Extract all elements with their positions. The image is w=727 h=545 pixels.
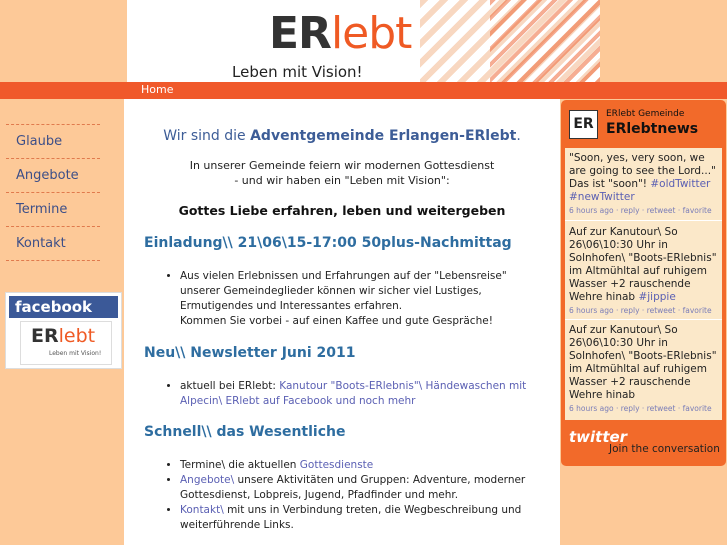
- section-title-einladung: Einladung\\ 21\06\15-17:00 50plus-Nachmittag: [144, 235, 512, 251]
- sidebar-nav: [6, 124, 100, 261]
- fb-logo-lebt: lebt: [58, 325, 96, 347]
- sidebar-item-glaube[interactable]: Glaube: [6, 124, 100, 158]
- list-item: [180, 503, 540, 533]
- intro-bold: Adventgemeinde Erlangen-ERlebt: [250, 128, 517, 144]
- tweet-item: [565, 324, 722, 415]
- tweet-actions[interactable]: 6 hours ago · reply · retweet · favorite: [569, 206, 712, 215]
- gottesdienste-link[interactable]: Gottesdienste: [299, 459, 374, 471]
- nav-home-link[interactable]: Home: [141, 83, 174, 96]
- kontakt-link[interactable]: Kontakt\: [180, 504, 224, 516]
- tweet-actions[interactable]: 6 hours ago · reply · retweet · favorite: [569, 306, 712, 315]
- section-title-schnell: Schnell\\ das Wesentliche: [144, 424, 346, 440]
- intro-heading: [124, 128, 560, 144]
- schnell-suffix-2: mit uns in Verbindung treten, die Wegbeschreibung und weiterführende Links.: [180, 504, 522, 531]
- section-list-einladung: [162, 269, 540, 329]
- sidebar-item-kontakt[interactable]: Kontakt: [6, 226, 100, 260]
- section-title-newsletter: Neu\\ Newsletter Juni 2011: [144, 345, 356, 361]
- intro-prefix: Wir sind die: [163, 128, 251, 144]
- avatar[interactable]: ER: [569, 110, 598, 139]
- intro-paragraph: [124, 158, 560, 188]
- facebook-erlebt-logo: [20, 321, 112, 365]
- logo-lebt-text: lebt: [330, 8, 412, 59]
- tweet-divider: [565, 319, 722, 320]
- join-conversation-link[interactable]: Join the conversation: [609, 443, 720, 455]
- tweet-text: Auf zur Kanutour\ So 26\06\10:30 Uhr in Solnhofen\ "Boots-ERlebnis" im Altmühltal auf ruhigem Wasser +2 rauschende Wehre hinab: [569, 324, 717, 401]
- site-tagline: Leben mit Vision!: [232, 63, 363, 81]
- tweet-item: [565, 152, 722, 217]
- list-item: [180, 473, 540, 503]
- tweet-item: [565, 226, 722, 317]
- list-item: [180, 458, 540, 473]
- sidebar-item-angebote[interactable]: Angebote: [6, 158, 100, 192]
- einladung-text-2: Kommen Sie vorbei - auf einen Kaffee und gute Gespräche!: [180, 315, 493, 327]
- twitter-account-name[interactable]: ERlebt Gemeinde: [606, 109, 685, 119]
- tweet-hashtag[interactable]: #oldTwitter #newTwitter: [569, 178, 711, 203]
- twitter-header: [561, 100, 726, 148]
- tweet-text: "Soon, yes, very soon, we are going to see the Lord..." Das ist "soon"!: [569, 152, 716, 190]
- tweet-actions[interactable]: 6 hours ago · reply · retweet · favorite: [569, 404, 712, 413]
- facebook-badge[interactable]: [6, 293, 121, 368]
- tweet-divider: [565, 220, 722, 221]
- main-content: [124, 99, 560, 545]
- angebote-link[interactable]: Angebote\: [180, 474, 235, 486]
- fb-logo-er: ER: [31, 325, 59, 347]
- top-navbar: [0, 82, 727, 99]
- header-decoration-accent: [490, 0, 600, 82]
- section-list-newsletter: [162, 379, 540, 409]
- fb-logo-tagline: Leben mit Vision!: [49, 350, 102, 357]
- newsletter-link[interactable]: Kanutour "Boots-ERlebnis"\ Händewaschen mit Alpecin\ ERlebt auf Facebook und noch mehr: [180, 380, 527, 407]
- schnell-prefix-0: Termine\ die aktuellen: [180, 459, 300, 471]
- section-list-schnell: [162, 458, 540, 533]
- einladung-text: Aus vielen Erlebnissen und Erfahrungen auf der "Lebensreise" unserer Gemeindeglieder können wir sicher viel Lustiges, Ermutigendes und Interessantes erfahren.: [180, 270, 507, 312]
- site-header: [127, 0, 600, 82]
- sidebar-divider: [6, 260, 100, 261]
- tweet-text: Auf zur Kanutour\ So 26\06\10:30 Uhr in Solnhofen\ "Boots-ERlebnis" im Altmühltal auf ruhigem Wasser +2 rauschende Wehre hinab: [569, 226, 717, 303]
- tweet-hashtag[interactable]: #jippie: [638, 291, 676, 303]
- slogan: Gottes Liebe erfahren, leben und weitergeben: [178, 203, 506, 218]
- intro-suffix: .: [516, 128, 521, 144]
- facebook-label: facebook: [9, 296, 118, 318]
- site-logo[interactable]: [269, 8, 411, 59]
- twitter-widget: [561, 100, 726, 466]
- list-item: [180, 269, 540, 329]
- schnell-suffix-1: unsere Aktivitäten und Gruppen: Adventure, moderner Gottesdienst, Lobpreis, Jugend, Pfadfinder und mehr.: [180, 474, 526, 501]
- intro-line-2: - und wir haben ein "Leben mit Vision":: [234, 174, 450, 187]
- tweet-list: [565, 148, 722, 420]
- intro-line-1: In unserer Gemeinde feiern wir modernen Gottesdienst: [189, 159, 495, 172]
- twitter-title[interactable]: ERlebtnews: [606, 121, 699, 137]
- newsletter-prefix: aktuell bei ERlebt:: [180, 380, 280, 392]
- twitter-footer: [561, 424, 726, 466]
- sidebar-item-termine[interactable]: Termine: [6, 192, 100, 226]
- twitter-logo-icon[interactable]: twitter: [569, 428, 628, 446]
- list-item: [180, 379, 540, 409]
- logo-er-text: ER: [269, 8, 331, 59]
